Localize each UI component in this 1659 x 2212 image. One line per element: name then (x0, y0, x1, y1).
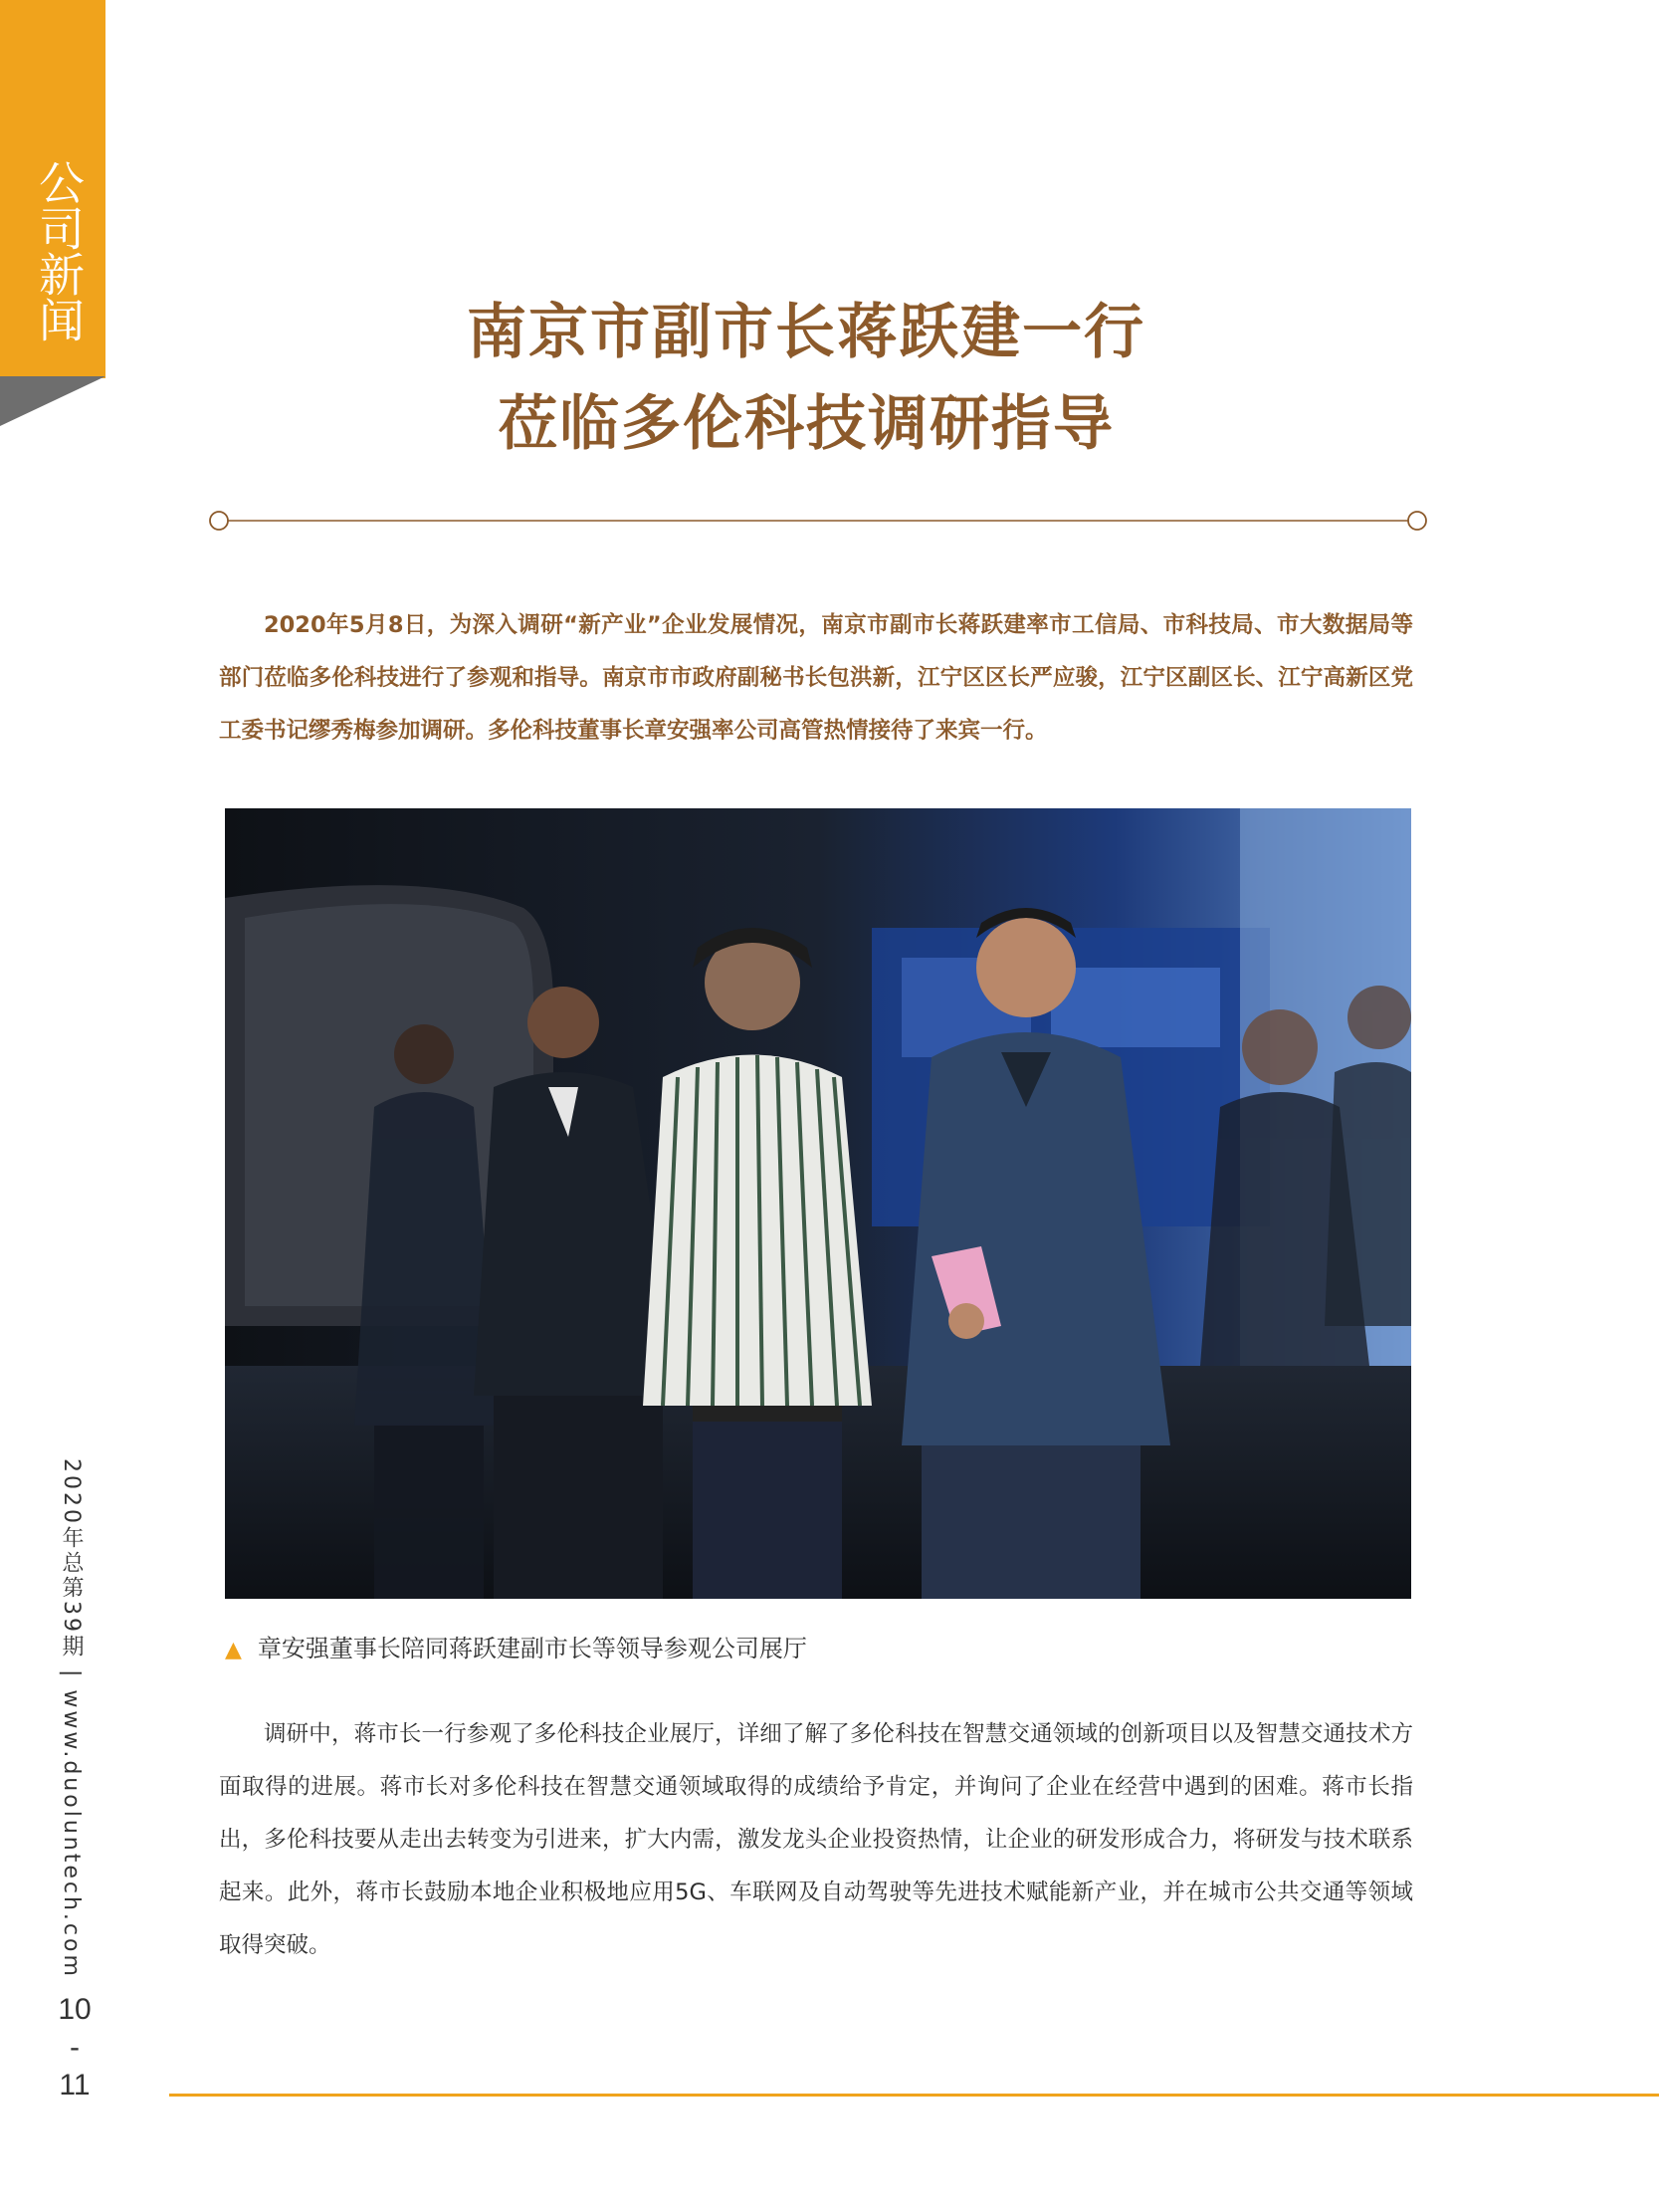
intro-paragraph: 2020年5月8日，为深入调研“新产业”企业发展情况，南京市副市长蒋跃建率市工信局、市科技局、市大数据局等部门莅临多伦科技进行了参观和指导。南京市市政府副秘书长包洪新，江宁区区长严应骏，江宁区副区长、江宁高新区党工委书记缪秀梅参加调研。多伦科技董事长章安强率公司高管热情接待了来宾一行。 (219, 612, 1413, 744)
photo-caption-text: 章安强董事长陪同蒋跃建副市长等领导参观公司展厅 (257, 1635, 807, 1662)
bottom-rule (169, 2094, 1659, 2097)
section-tab-label: 公司新闻 (32, 159, 86, 342)
page-numbers (50, 1991, 100, 2104)
section-tab (0, 0, 105, 378)
photo-caption (225, 1629, 807, 1663)
exhibition-hall-photo (225, 808, 1411, 1599)
body-paragraph: 调研中，蒋市长一行参观了多伦科技企业展厅，详细了解了多伦科技在智慧交通领域的创新项目以及智慧交通技术方面取得的进展。蒋市长对多伦科技在智慧交通领域取得的成绩给予肯定，并询问了企业在经营中遇到的困难。蒋市长指出，多伦科技要从走出去转变为引进来，扩大内需，激发龙头企业投资热情，让企业的研发形成合力，将研发与技术联系起来。此外，蒋市长鼓励本地企业积极地应用5G、车联网及自动驾驶等先进技术赋能新产业，并在城市公共交通等领域取得突破。 (219, 1721, 1413, 1958)
page-start: 10 (58, 1993, 92, 2026)
issue-info: 2020年总第39期 | www.duoluntech.com (59, 1458, 84, 1979)
page-end: 11 (59, 2069, 91, 2101)
page-separator: - (70, 2031, 80, 2064)
section-tab-corner (0, 376, 105, 426)
article-title-line-1: 南京市副市长蒋跃建一行 (467, 298, 1145, 367)
title-divider (207, 508, 1429, 534)
photo-illustration (225, 808, 1411, 1599)
article-title-line-2: 莅临多伦科技调研指导 (498, 389, 1115, 459)
triangle-icon: ▲ (225, 1638, 242, 1662)
